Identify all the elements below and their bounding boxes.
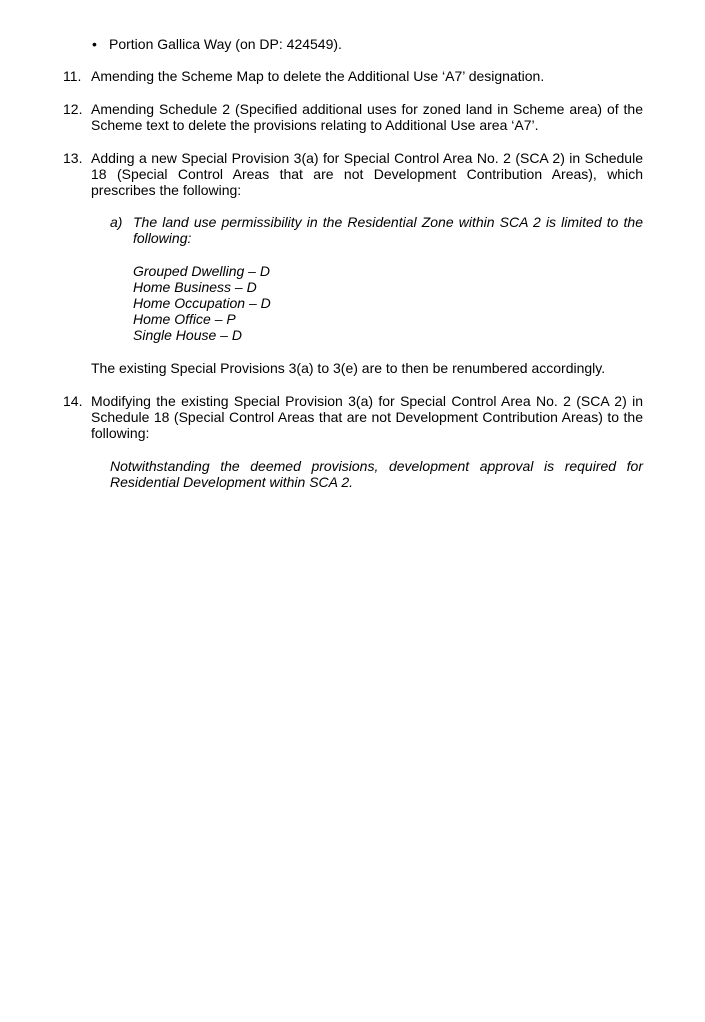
item-number: 12. (63, 101, 83, 117)
land-use-list (133, 263, 271, 343)
bullet-item (92, 36, 652, 52)
sub-item-a (110, 214, 643, 246)
land-use-item: Home Business – D (133, 279, 257, 295)
item-text: Amending the Scheme Map to delete the Additional Use ‘A7’ designation. (91, 68, 545, 84)
land-use-item: Home Occupation – D (133, 295, 271, 311)
bullet-text: Portion Gallica Way (on DP: 424549). (109, 36, 342, 52)
provision-14-text: Notwithstanding the deemed provisions, development approval is required for Residential Development within SCA 2. (110, 458, 643, 490)
renumber-note: The existing Special Provisions 3(a) to 3(e) are to then be renumbered accordingly. (91, 360, 606, 376)
list-item-12 (63, 101, 643, 133)
sub-item-text: The land use permissibility in the Residential Zone within SCA 2 is limited to the following: (133, 214, 643, 246)
item-number: 13. (63, 150, 83, 166)
item-text: Adding a new Special Provision 3(a) for Special Control Area No. 2 (SCA 2) in Schedule 18 (Special Control Areas that are not Development Contribution Areas), which prescribes the following: (91, 150, 643, 198)
bullet-dot-icon: • (92, 36, 97, 52)
land-use-item: Home Office – P (133, 311, 236, 327)
item-number: 14. (63, 393, 83, 409)
item-text: Amending Schedule 2 (Specified additional uses for zoned land in Scheme area) of the Scheme text to delete the provisions relating to Additional Use area ‘A7’. (91, 101, 643, 133)
item-number: 11. (63, 68, 82, 84)
item-text: Modifying the existing Special Provision 3(a) for Special Control Area No. 2 (SCA 2) in Schedule 18 (Special Control Areas that are not Development Contribution Areas) to the following: (91, 393, 643, 441)
land-use-item: Single House – D (133, 327, 242, 343)
list-item-14 (63, 393, 643, 441)
land-use-item: Grouped Dwelling – D (133, 263, 270, 279)
sub-item-label: a) (110, 214, 123, 230)
list-item-13 (63, 150, 643, 198)
list-item-11 (63, 68, 643, 84)
